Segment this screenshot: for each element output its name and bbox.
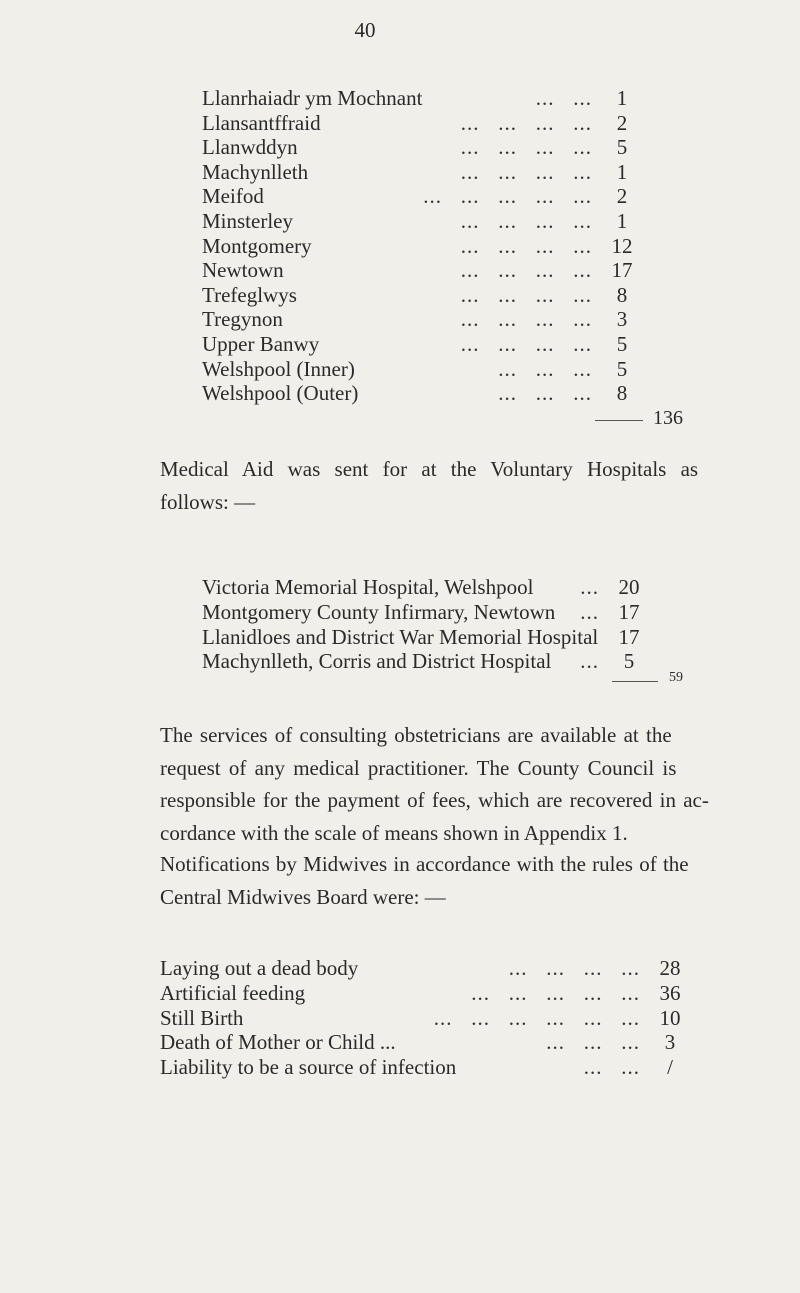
list-item [202, 258, 672, 283]
list-item [202, 160, 672, 185]
item-value: 5 [616, 331, 628, 356]
text-line: The services of consulting obstetricians are available at the [160, 723, 672, 747]
item-label: Still Birth [160, 1005, 244, 1030]
item-value: 3 [616, 307, 628, 332]
leader-dots: ... ... ... ... ... [423, 184, 592, 209]
item-label: Death of Mother or Child ... [160, 1030, 396, 1055]
item-label: Liability to be a source of infection [160, 1055, 457, 1080]
item-label: Tregynon [202, 307, 283, 332]
districts-total: 136 [653, 407, 683, 429]
leader-dots: ... ... ... ... ... [471, 980, 640, 1005]
item-label: Llanwddyn [202, 135, 298, 160]
item-label: Welshpool (Outer) [202, 381, 359, 406]
list-item [160, 956, 720, 981]
list-item [202, 234, 672, 259]
leader-dots: ... ... ... ... [460, 331, 592, 356]
text-line: responsible for the payment of fees, which are recovered in ac- [160, 788, 709, 812]
list-item [202, 357, 672, 382]
list-item [202, 649, 722, 674]
item-value: 17 [618, 599, 640, 624]
item-label: Llanrhaiadr ym Mochnant [202, 86, 423, 110]
item-value: 10 [659, 1005, 681, 1030]
notifications-list [160, 956, 720, 1080]
item-label: Montgomery County Infirmary, Newtown [202, 599, 556, 624]
leader-dots: ... ... [535, 86, 592, 110]
text-line: Medical Aid was sent for at the Voluntary Hospitals as [160, 457, 699, 481]
list-item [202, 600, 722, 625]
leader-dots: ... [580, 575, 599, 599]
leader-dots: ... ... ... ... [460, 258, 592, 283]
item-value: 8 [616, 381, 628, 406]
item-value: 20 [618, 575, 640, 599]
list-item [160, 1055, 720, 1080]
list-item [160, 1030, 720, 1055]
item-value: 17 [618, 624, 640, 649]
hospitals-list [202, 575, 722, 674]
leader-dots: ... ... ... [498, 356, 592, 381]
hospitals-total: 59 [669, 670, 683, 685]
item-label: Machynlleth, Corris and District Hospital [202, 649, 552, 674]
item-label: Upper Banwy [202, 331, 320, 356]
list-item [202, 135, 672, 160]
leader-dots: ... ... ... ... [508, 956, 640, 980]
item-label: Meifod [202, 184, 264, 209]
list-item [202, 86, 672, 111]
item-value: 3 [664, 1030, 676, 1055]
text-line: request of any medical practitioner. The County Council is [160, 755, 677, 780]
leader-dots: ... ... [583, 1055, 640, 1080]
item-value: 1 [616, 159, 628, 184]
item-label: Newtown [202, 258, 284, 283]
item-label: Trefeglwys [202, 282, 297, 307]
notifications-intro [160, 848, 730, 913]
item-value: 2 [616, 184, 628, 209]
item-value: 28 [659, 956, 681, 980]
list-item [202, 283, 672, 308]
item-label: Llanidloes and District War Memorial Hospital [202, 624, 599, 649]
obstetricians-paragraph [160, 719, 730, 849]
list-item [202, 625, 722, 650]
districts-list [202, 86, 672, 406]
leader-dots: ... ... ... [498, 381, 592, 406]
list-item [202, 307, 672, 332]
leader-dots: ... [580, 649, 599, 674]
leader-dots: ... ... ... ... [460, 208, 592, 233]
item-value: 5 [623, 649, 635, 674]
item-value: 5 [616, 356, 628, 381]
leader-dots: ... ... ... ... [460, 307, 592, 332]
leader-dots: ... ... ... ... [460, 110, 592, 135]
item-label: Laying out a dead body [160, 956, 359, 980]
leader-dots: ... ... ... ... ... ... [433, 1005, 640, 1030]
item-value: / [667, 1055, 673, 1080]
item-label: Montgomery [202, 233, 312, 258]
item-label: Artificial feeding [160, 980, 306, 1005]
districts-total-rule [595, 420, 643, 421]
list-item [202, 332, 672, 357]
list-item [202, 381, 672, 406]
item-value: 1 [616, 208, 628, 233]
leader-dots: ... [580, 599, 599, 624]
list-item [160, 981, 720, 1006]
list-item [202, 575, 722, 600]
item-label: Llansantffraid [202, 110, 321, 135]
text-line: Notifications by Midwives in accordance with the rules of the [160, 852, 689, 876]
item-label: Machynlleth [202, 159, 309, 184]
list-item [202, 209, 672, 234]
text-line: Central Midwives Board were: — [160, 884, 446, 909]
page-number: 40 [354, 18, 376, 42]
list-item [202, 111, 672, 136]
medical-aid-intro [160, 453, 730, 518]
leader-dots: ... ... ... ... [460, 135, 592, 160]
leader-dots: ... ... ... [546, 1030, 640, 1055]
list-item [160, 1006, 720, 1031]
item-value: 2 [616, 110, 628, 135]
item-value: 1 [616, 86, 628, 110]
item-label: Minsterley [202, 208, 293, 233]
item-value: 12 [611, 233, 633, 258]
text-line: follows: — [160, 489, 256, 514]
item-value: 8 [616, 282, 628, 307]
item-value: 36 [659, 980, 681, 1005]
item-value: 17 [611, 258, 633, 283]
text-line: cordance with the scale of means shown in Appendix 1. [160, 820, 628, 845]
hospitals-total-rule [612, 681, 658, 682]
leader-dots: ... ... ... ... [460, 159, 592, 184]
leader-dots: ... ... ... ... [460, 282, 592, 307]
leader-dots: ... ... ... ... [460, 233, 592, 258]
list-item [202, 184, 672, 209]
item-label: Welshpool (Inner) [202, 356, 355, 381]
item-label: Victoria Memorial Hospital, Welshpool [202, 575, 534, 599]
item-value: 5 [616, 135, 628, 160]
